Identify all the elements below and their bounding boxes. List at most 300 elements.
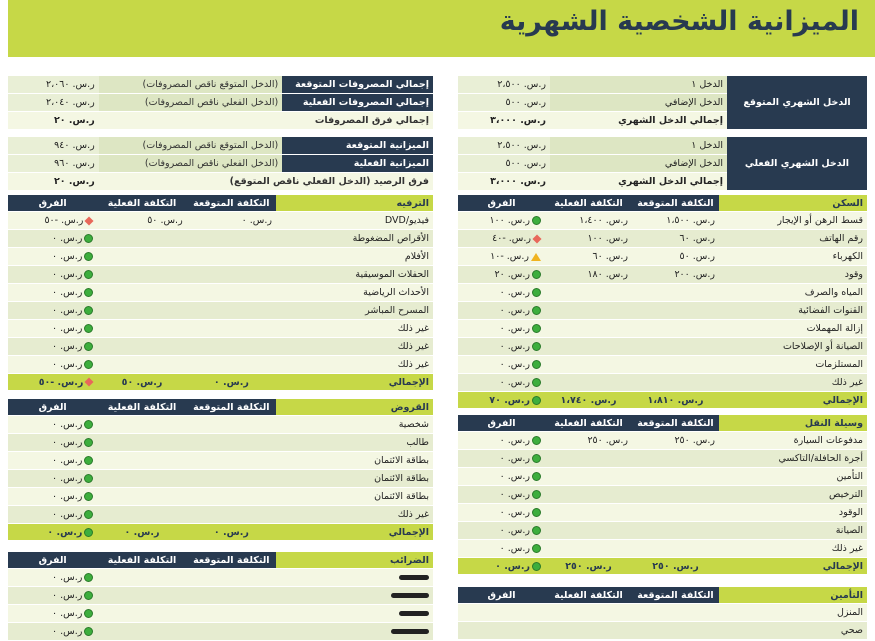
- diff-value: ر.س. ٠: [499, 305, 530, 316]
- col-actual-header: التكلفة الفعلية: [97, 399, 186, 416]
- actual-cost-cell[interactable]: [97, 230, 186, 248]
- table-row: [8, 569, 433, 587]
- income-name: الدخل ١: [550, 76, 727, 94]
- item-name[interactable]: القنوات الفضائية: [719, 302, 867, 320]
- status-green-icon: [532, 270, 541, 279]
- actual-cost-cell[interactable]: [97, 356, 186, 374]
- actual-cost-cell[interactable]: ر.س. ٦٠: [545, 248, 632, 266]
- table-row: [8, 452, 433, 470]
- item-name[interactable]: الأقراص المضغوطة: [276, 230, 433, 248]
- diff-value: ر.س. ٠: [51, 323, 83, 334]
- expected-cost-cell[interactable]: [632, 284, 719, 302]
- diff-cell: [8, 434, 97, 452]
- expected-cost-cell[interactable]: [632, 540, 719, 558]
- actual-cost-cell[interactable]: [97, 506, 186, 524]
- table-row: [8, 230, 433, 248]
- item-name[interactable]: الكهرباء: [719, 248, 867, 266]
- total-actual: ر.س. ٥٠: [97, 374, 186, 391]
- income-table: [458, 76, 867, 191]
- actual-cost-cell[interactable]: [97, 605, 186, 623]
- table-header: [8, 195, 433, 212]
- income-total-label: إجمالي الدخل الشهري: [550, 173, 727, 191]
- total-actual: ر.س. ١،٧٤٠: [545, 392, 632, 409]
- total-row: [8, 524, 433, 541]
- total-expected: ر.س. ٠: [187, 374, 276, 391]
- category-title: القروض: [276, 399, 433, 416]
- status-green-icon: [84, 492, 93, 501]
- expected-cost-cell[interactable]: ر.س. ٦٠: [632, 230, 719, 248]
- col-diff-header: الفرق: [458, 587, 545, 604]
- diff-cell: [458, 522, 545, 540]
- table-row: [458, 522, 867, 540]
- actual-cost-cell[interactable]: [97, 623, 186, 641]
- item-name[interactable]: الأحداث الرياضية: [276, 284, 433, 302]
- summary-value: ر.س. ٩٤٠: [8, 137, 99, 155]
- actual-cost-cell[interactable]: [545, 468, 632, 486]
- diff-value: ر.س. ٠: [499, 489, 530, 500]
- item-name[interactable]: المياه والصرف: [719, 284, 867, 302]
- income-value[interactable]: ر.س. ٢،٥٠٠: [458, 76, 550, 94]
- status-green-icon: [84, 627, 93, 636]
- diff-cell: [8, 266, 97, 284]
- actual-cost-cell[interactable]: [545, 486, 632, 504]
- diff-value: ر.س. ٠: [51, 287, 83, 298]
- table-header: [8, 399, 433, 416]
- diff-value: ر.س. ٠: [499, 341, 530, 352]
- expected-cost-cell[interactable]: [632, 338, 719, 356]
- total-diff-value: ر.س. ٧٠: [489, 394, 530, 406]
- item-name[interactable]: غير ذلك: [276, 356, 433, 374]
- table-row: [8, 212, 433, 230]
- expected-cost-cell[interactable]: [632, 450, 719, 468]
- status-green-icon: [532, 544, 541, 553]
- diff-value: ر.س. ٠: [51, 590, 83, 601]
- status-green-icon: [84, 420, 93, 429]
- col-diff-header: الفرق: [458, 195, 545, 212]
- actual-cost-cell[interactable]: [545, 302, 632, 320]
- table-row: [458, 266, 867, 284]
- expected-cost-cell[interactable]: [632, 302, 719, 320]
- status-green-icon: [84, 252, 93, 261]
- summary-value: ر.س. ٩٦٠: [8, 155, 99, 173]
- expected-cost-cell[interactable]: [187, 488, 276, 506]
- actual-cost-cell[interactable]: [97, 338, 186, 356]
- actual-cost-cell[interactable]: ر.س. ١،٤٠٠: [545, 212, 632, 230]
- table-row: [458, 540, 867, 558]
- entertainment-table: [8, 195, 433, 391]
- item-name[interactable]: وقود: [719, 266, 867, 284]
- table-row: [458, 374, 867, 392]
- table-row: [458, 320, 867, 338]
- diff-cell: [8, 320, 97, 338]
- diff-value: ر.س. ٠: [51, 491, 83, 502]
- table-row: [8, 284, 433, 302]
- table-row: [458, 230, 867, 248]
- table-row: [458, 432, 867, 450]
- total-expected: ر.س. ٠: [187, 524, 276, 541]
- diff-value: ر.س. -٤٠: [492, 233, 531, 244]
- diff-cell: [458, 540, 545, 558]
- diff-value: ر.س. -١٠: [490, 251, 529, 262]
- expected-cost-cell[interactable]: [187, 605, 276, 623]
- diff-value: ر.س. ٠: [51, 455, 83, 466]
- diff-cell: [8, 248, 97, 266]
- diff-value: ر.س. ٠: [51, 419, 83, 430]
- diff-cell: [458, 432, 545, 450]
- total-actual: ر.س. ٠: [97, 524, 186, 541]
- expected-cost-cell[interactable]: [632, 320, 719, 338]
- expected-cost-cell[interactable]: [632, 604, 719, 622]
- expected-cost-cell[interactable]: [187, 248, 276, 266]
- expected-cost-cell[interactable]: [632, 374, 719, 392]
- item-name[interactable]: بطاقة الائتمان: [276, 470, 433, 488]
- item-name[interactable]: رقم الهاتف: [719, 230, 867, 248]
- actual-cost-cell[interactable]: [97, 488, 186, 506]
- expected-cost-cell[interactable]: [187, 284, 276, 302]
- total-label: الإجمالي: [719, 558, 867, 575]
- item-name[interactable]: صحي: [719, 622, 867, 640]
- transport-table: [458, 415, 867, 575]
- col-expected-header: التكلفة المتوقعة: [632, 415, 719, 432]
- table-row: [458, 338, 867, 356]
- loans-table: [8, 399, 433, 541]
- actual-cost-cell[interactable]: [97, 470, 186, 488]
- summary-value: ر.س. ٢،٠٤٠: [8, 94, 99, 112]
- status-green-icon: [532, 490, 541, 499]
- table-row: [458, 468, 867, 486]
- redacted-name: [391, 593, 429, 598]
- diff-cell: [8, 338, 97, 356]
- actual-cost-cell[interactable]: [545, 338, 632, 356]
- status-green-icon: [84, 528, 93, 537]
- diff-cell: [458, 486, 545, 504]
- expected-cost-cell[interactable]: [187, 356, 276, 374]
- item-name[interactable]: فيديو/DVD: [276, 212, 433, 230]
- status-green-icon: [84, 288, 93, 297]
- item-name[interactable]: الوقود: [719, 504, 867, 522]
- diff-value: ر.س. ١٠٠: [489, 215, 530, 226]
- item-name[interactable]: الترخيص: [719, 486, 867, 504]
- item-name[interactable]: [276, 605, 433, 623]
- diff-cell: [458, 622, 545, 640]
- table-header: [458, 415, 867, 432]
- expected-cost-cell[interactable]: [187, 266, 276, 284]
- total-row: [8, 374, 433, 391]
- expected-cost-cell[interactable]: [632, 622, 719, 640]
- actual-cost-cell[interactable]: ر.س. ٢٥٠: [545, 432, 632, 450]
- item-name[interactable]: [276, 569, 433, 587]
- actual-cost-cell[interactable]: [97, 266, 186, 284]
- total-label: الإجمالي: [276, 524, 433, 541]
- expected-cost-cell[interactable]: [632, 486, 719, 504]
- income-value[interactable]: ر.س. ٢،٥٠٠: [458, 137, 550, 155]
- insurance-panel: [458, 587, 867, 640]
- table-row: [458, 302, 867, 320]
- actual-cost-cell[interactable]: [545, 622, 632, 640]
- item-name[interactable]: الصيانة: [719, 522, 867, 540]
- diff-cell: [8, 212, 97, 230]
- status-green-icon: [84, 234, 93, 243]
- expected-cost-cell[interactable]: [187, 623, 276, 641]
- table-row: [458, 284, 867, 302]
- summary-note: (الدخل الفعلي ناقص المصروفات): [99, 155, 282, 173]
- item-name[interactable]: قسط الرهن أو الإيجار: [719, 212, 867, 230]
- item-name[interactable]: أجرة الحافلة/التاكسي: [719, 450, 867, 468]
- item-name[interactable]: غير ذلك: [719, 540, 867, 558]
- table-row: [8, 416, 433, 434]
- actual-cost-cell[interactable]: [545, 284, 632, 302]
- table-row: [8, 434, 433, 452]
- summary-note: إجمالي فرق المصروفات: [99, 112, 433, 130]
- diff-cell: [8, 230, 97, 248]
- expected-cost-cell[interactable]: [632, 504, 719, 522]
- category-title: التأمين: [719, 587, 867, 604]
- insurance-table: [458, 587, 867, 640]
- actual-cost-cell[interactable]: ر.س. ١٨٠: [545, 266, 632, 284]
- item-name[interactable]: طالب: [276, 434, 433, 452]
- actual-cost-cell[interactable]: [545, 522, 632, 540]
- summary-label: الميزانية الفعلية: [282, 155, 433, 173]
- status-green-icon: [84, 360, 93, 369]
- table-row: [8, 266, 433, 284]
- income-name: الدخل الإضافي: [550, 94, 727, 112]
- diff-cell: [458, 468, 545, 486]
- expected-cost-cell[interactable]: [187, 434, 276, 452]
- diff-cell: [8, 623, 97, 641]
- expected-cost-cell[interactable]: [187, 587, 276, 605]
- total-diff: [8, 524, 97, 541]
- actual-cost-cell[interactable]: [97, 452, 186, 470]
- status-green-icon: [84, 438, 93, 447]
- expected-cost-cell[interactable]: ر.س. ١،٥٠٠: [632, 212, 719, 230]
- summary-note: (الدخل المتوقع ناقص المصروفات): [99, 137, 282, 155]
- total-expected: ر.س. ١،٨١٠: [632, 392, 719, 409]
- diff-value: ر.س. ٠: [51, 305, 83, 316]
- income-panel: [458, 76, 867, 191]
- col-actual-header: التكلفة الفعلية: [97, 195, 186, 212]
- actual-cost-cell[interactable]: [545, 504, 632, 522]
- expected-cost-cell[interactable]: ر.س. ٢٥٠: [632, 432, 719, 450]
- item-name[interactable]: الصيانة أو الإصلاحات: [719, 338, 867, 356]
- status-red-icon: [85, 377, 94, 386]
- item-name[interactable]: غير ذلك: [719, 374, 867, 392]
- summary-panel: [8, 76, 433, 191]
- expected-cost-cell[interactable]: ر.س. ٠: [187, 212, 276, 230]
- actual-cost-cell[interactable]: [545, 374, 632, 392]
- diff-value: ر.س. ٠: [499, 507, 530, 518]
- expected-cost-cell[interactable]: [187, 569, 276, 587]
- total-label: الإجمالي: [276, 374, 433, 391]
- title-banner: [8, 0, 875, 57]
- table-row: [458, 450, 867, 468]
- status-green-icon: [532, 216, 541, 225]
- taxes-table: [8, 552, 433, 641]
- expected-cost-cell[interactable]: [187, 470, 276, 488]
- expected-cost-cell[interactable]: [187, 230, 276, 248]
- summary-note: فرق الرصيد (الدخل الفعلي ناقص المتوقع): [99, 173, 433, 191]
- status-green-icon: [84, 510, 93, 519]
- status-red-icon: [85, 216, 94, 225]
- table-row: [8, 488, 433, 506]
- income-actual-label: الدخل الشهري الفعلي: [727, 137, 867, 191]
- col-diff-header: الفرق: [8, 552, 97, 569]
- item-name[interactable]: غير ذلك: [276, 320, 433, 338]
- status-green-icon: [532, 436, 541, 445]
- diff-cell: [8, 569, 97, 587]
- actual-cost-cell[interactable]: [97, 248, 186, 266]
- table-row: [8, 356, 433, 374]
- status-yellow-icon: [531, 253, 541, 261]
- diff-cell: [8, 284, 97, 302]
- expected-cost-cell[interactable]: [632, 356, 719, 374]
- actual-cost-cell[interactable]: ر.س. ٥٠: [97, 212, 186, 230]
- item-name[interactable]: مدفوعات السيارة: [719, 432, 867, 450]
- status-green-icon: [84, 306, 93, 315]
- expected-cost-cell[interactable]: [187, 320, 276, 338]
- total-diff-value: ر.س. ٠: [47, 526, 83, 538]
- table-row: [458, 622, 867, 640]
- item-name[interactable]: [276, 623, 433, 641]
- diff-cell: [458, 248, 545, 266]
- expected-cost-cell[interactable]: [187, 452, 276, 470]
- total-label: الإجمالي: [719, 392, 867, 409]
- diff-cell: [458, 450, 545, 468]
- diff-cell: [458, 212, 545, 230]
- table-row: [458, 248, 867, 266]
- diff-value: ر.س. ٢٠: [494, 269, 530, 280]
- diff-cell: [458, 604, 545, 622]
- diff-value: ر.س. ٠: [51, 251, 83, 262]
- status-green-icon: [532, 508, 541, 517]
- total-diff: [458, 392, 545, 409]
- expected-cost-cell[interactable]: ر.س. ٢٠٠: [632, 266, 719, 284]
- actual-cost-cell[interactable]: [545, 604, 632, 622]
- col-actual-header: التكلفة الفعلية: [97, 552, 186, 569]
- item-name[interactable]: الأفلام: [276, 248, 433, 266]
- diff-cell: [458, 266, 545, 284]
- expected-cost-cell[interactable]: [187, 302, 276, 320]
- status-green-icon: [532, 378, 541, 387]
- item-name[interactable]: بطاقة الائتمان: [276, 488, 433, 506]
- entertainment-panel: [8, 195, 433, 391]
- item-name[interactable]: غير ذلك: [276, 506, 433, 524]
- diff-cell: [458, 320, 545, 338]
- total-row: [458, 558, 867, 575]
- actual-cost-cell[interactable]: [545, 320, 632, 338]
- item-name[interactable]: إزالة المهملات: [719, 320, 867, 338]
- income-value[interactable]: ر.س. ٥٠٠: [458, 155, 550, 173]
- actual-cost-cell[interactable]: [545, 540, 632, 558]
- summary-label: الميزانية المتوقعة: [282, 137, 433, 155]
- diff-value: ر.س. ٠: [51, 359, 83, 370]
- item-name[interactable]: المستلزمات: [719, 356, 867, 374]
- item-name[interactable]: غير ذلك: [276, 338, 433, 356]
- expected-cost-cell[interactable]: [632, 522, 719, 540]
- diff-value: ر.س. ٠: [499, 525, 530, 536]
- status-green-icon: [84, 609, 93, 618]
- status-green-icon: [532, 324, 541, 333]
- status-green-icon: [84, 270, 93, 279]
- category-title: الترفيه: [276, 195, 433, 212]
- diff-value: ر.س. -٥٠: [44, 215, 84, 226]
- table-row: [8, 302, 433, 320]
- diff-cell: [458, 302, 545, 320]
- summary-table: [8, 76, 433, 191]
- summary-label: إجمالي المصروفات الفعلية: [282, 94, 433, 112]
- table-header: [8, 552, 433, 569]
- diff-cell: [458, 374, 545, 392]
- diff-cell: [458, 230, 545, 248]
- table-row: [8, 248, 433, 266]
- col-expected-header: التكلفة المتوقعة: [632, 195, 719, 212]
- diff-value: ر.س. ٠: [51, 626, 83, 637]
- status-green-icon: [532, 306, 541, 315]
- table-row: [458, 486, 867, 504]
- col-actual-header: التكلفة الفعلية: [545, 587, 632, 604]
- expected-cost-cell[interactable]: [187, 506, 276, 524]
- actual-cost-cell[interactable]: [97, 284, 186, 302]
- item-name[interactable]: المنزل: [719, 604, 867, 622]
- status-green-icon: [84, 591, 93, 600]
- total-row: [458, 392, 867, 409]
- income-name: الدخل الإضافي: [550, 155, 727, 173]
- income-value[interactable]: ر.س. ٥٠٠: [458, 94, 550, 112]
- item-name[interactable]: شخصية: [276, 416, 433, 434]
- col-diff-header: الفرق: [458, 415, 545, 432]
- expected-cost-cell[interactable]: [187, 416, 276, 434]
- actual-cost-cell[interactable]: [545, 356, 632, 374]
- income-total-value: ر.س. ٣،٠٠٠: [458, 112, 550, 130]
- col-expected-header: التكلفة المتوقعة: [187, 399, 276, 416]
- item-name[interactable]: الحفلات الموسيقية: [276, 266, 433, 284]
- actual-cost-cell[interactable]: [97, 434, 186, 452]
- category-title: السكن: [719, 195, 867, 212]
- actual-cost-cell[interactable]: [97, 320, 186, 338]
- col-actual-header: التكلفة الفعلية: [545, 415, 632, 432]
- table-row: [8, 605, 433, 623]
- item-name[interactable]: التأمين: [719, 468, 867, 486]
- status-red-icon: [532, 234, 541, 243]
- actual-cost-cell[interactable]: ر.س. ١٠٠: [545, 230, 632, 248]
- diff-cell: [8, 587, 97, 605]
- diff-value: ر.س. ٠: [51, 269, 83, 280]
- page-title: الميزانية الشخصية الشهرية: [499, 6, 859, 37]
- actual-cost-cell[interactable]: [97, 587, 186, 605]
- expected-cost-cell[interactable]: [632, 468, 719, 486]
- item-name[interactable]: [276, 587, 433, 605]
- expected-cost-cell[interactable]: ر.س. ٥٠: [632, 248, 719, 266]
- diff-value: ر.س. ٠: [499, 453, 530, 464]
- actual-cost-cell[interactable]: [97, 416, 186, 434]
- table-row: [458, 504, 867, 522]
- actual-cost-cell[interactable]: [545, 450, 632, 468]
- status-green-icon: [532, 562, 541, 571]
- diff-value: ر.س. ٠: [51, 473, 83, 484]
- diff-value: ر.س. ٠: [499, 287, 530, 298]
- total-diff-value: ر.س. ٠: [495, 560, 530, 572]
- expected-cost-cell[interactable]: [187, 338, 276, 356]
- diff-cell: [458, 504, 545, 522]
- diff-value: ر.س. ٠: [51, 233, 83, 244]
- actual-cost-cell[interactable]: [97, 569, 186, 587]
- item-name[interactable]: المسرح المباشر: [276, 302, 433, 320]
- item-name[interactable]: بطاقة الائتمان: [276, 452, 433, 470]
- diff-value: ر.س. ٠: [499, 471, 530, 482]
- actual-cost-cell[interactable]: [97, 302, 186, 320]
- table-row: [8, 470, 433, 488]
- redacted-name: [399, 575, 429, 580]
- diff-cell: [458, 338, 545, 356]
